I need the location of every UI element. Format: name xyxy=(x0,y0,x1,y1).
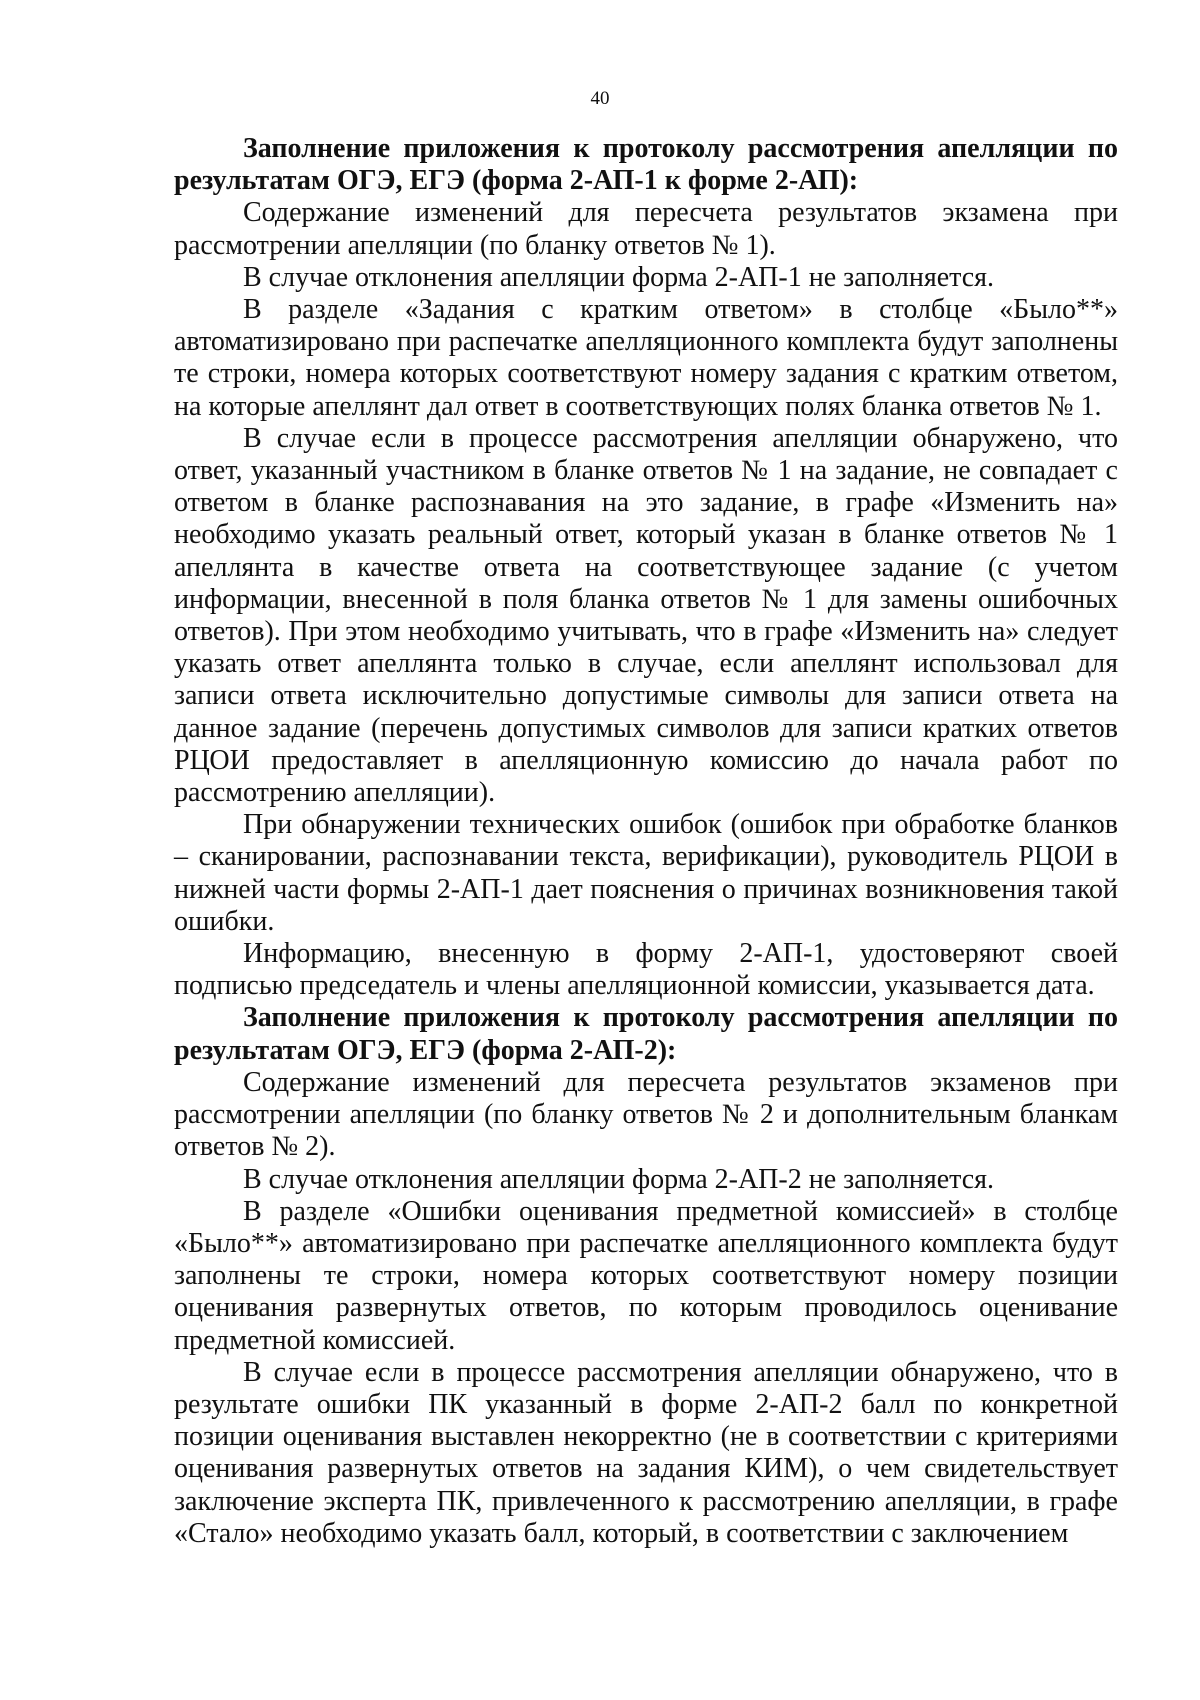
section-heading: Заполнение приложения к протоколу рассмотрения апелляции по результатам ОГЭ, ЕГЭ (форма 2-АП-1 к форме 2-АП): xyxy=(174,133,1118,197)
paragraph: В случае если в процессе рассмотрения апелляции обнаружено, что ответ, указанный участником в бланке ответов № 1 на задание, не совпадает с ответом в бланке распознавания на это задание, в графе «Изменить на» необходимо указать реальный ответ, который указан в бланке ответов № 1 апеллянта в качестве ответа на соответствующее задание (с учетом информации, внесенной в поля бланка ответов № 1 для замены ошибочных ответов). При этом необходимо учитывать, что в графе «Изменить на» следует указать ответ апеллянта только в случае, если апеллянт использовал для записи ответа исключительно допустимые символы для записи ответа на данное задание (перечень допустимых символов для записи кратких ответов РЦОИ предоставляет в апелляционную комиссию до начала работ по рассмотрению апелляции). xyxy=(174,422,1118,809)
paragraph: Содержание изменений для пересчета результатов экзамена при рассмотрении апелляции (по бланку ответов № 1). xyxy=(174,197,1118,261)
paragraph: В случае отклонения апелляции форма 2-АП-2 не заполняется. xyxy=(243,1163,995,1195)
paragraph: В разделе «Задания с кратким ответом» в столбце «Было**» автоматизировано при распечатке апелляционного комплекта будут заполнены те строки, номера которых соответствуют номеру задания с кратким ответом, на которые апеллянт дал ответ в соответствующих полях бланка ответов № 1. xyxy=(174,294,1118,422)
paragraph: При обнаружении технических ошибок (ошибок при обработке бланков – сканировании, распознавании текста, верификации), руководитель РЦОИ в нижней части формы 2-АП-1 дает пояснения о причинах возникновения такой ошибки. xyxy=(174,809,1118,937)
paragraph: Информацию, внесенную в форму 2-АП-1, удостоверяют своей подписью председатель и члены апелляционной комиссии, указывается дата. xyxy=(174,938,1118,1002)
document-body xyxy=(174,133,1118,1550)
paragraph: В случае если в процессе рассмотрения апелляции обнаружено, что в результате ошибки ПК указанный в форме 2-АП-2 балл по конкретной позиции оценивания выставлен некорректно (не в соответствии с критериями оценивания развернутых ответов на задания КИМ), о чем свидетельствует заключение эксперта ПК, привлеченного к рассмотрению апелляции, в графе «Стало» необходимо указать балл, который, в соответствии с заключением xyxy=(174,1356,1118,1549)
paragraph: В разделе «Ошибки оценивания предметной комиссией» в столбце «Было**» автоматизировано при распечатке апелляционного комплекта будут заполнены те строки, номера которых соответствуют номеру позиции оценивания развернутых ответов, по которым проводилось оценивание предметной комиссией. xyxy=(174,1195,1118,1356)
paragraph: В случае отклонения апелляции форма 2-АП-1 не заполняется. xyxy=(243,261,995,293)
page-number: 40 xyxy=(590,88,610,109)
section-heading: Заполнение приложения к протоколу рассмотрения апелляции по результатам ОГЭ, ЕГЭ (форма 2-АП-2): xyxy=(174,1002,1118,1066)
paragraph: Содержание изменений для пересчета результатов экзаменов при рассмотрении апелляции (по бланку ответов № 2 и дополнительным бланкам ответов № 2). xyxy=(174,1066,1118,1163)
